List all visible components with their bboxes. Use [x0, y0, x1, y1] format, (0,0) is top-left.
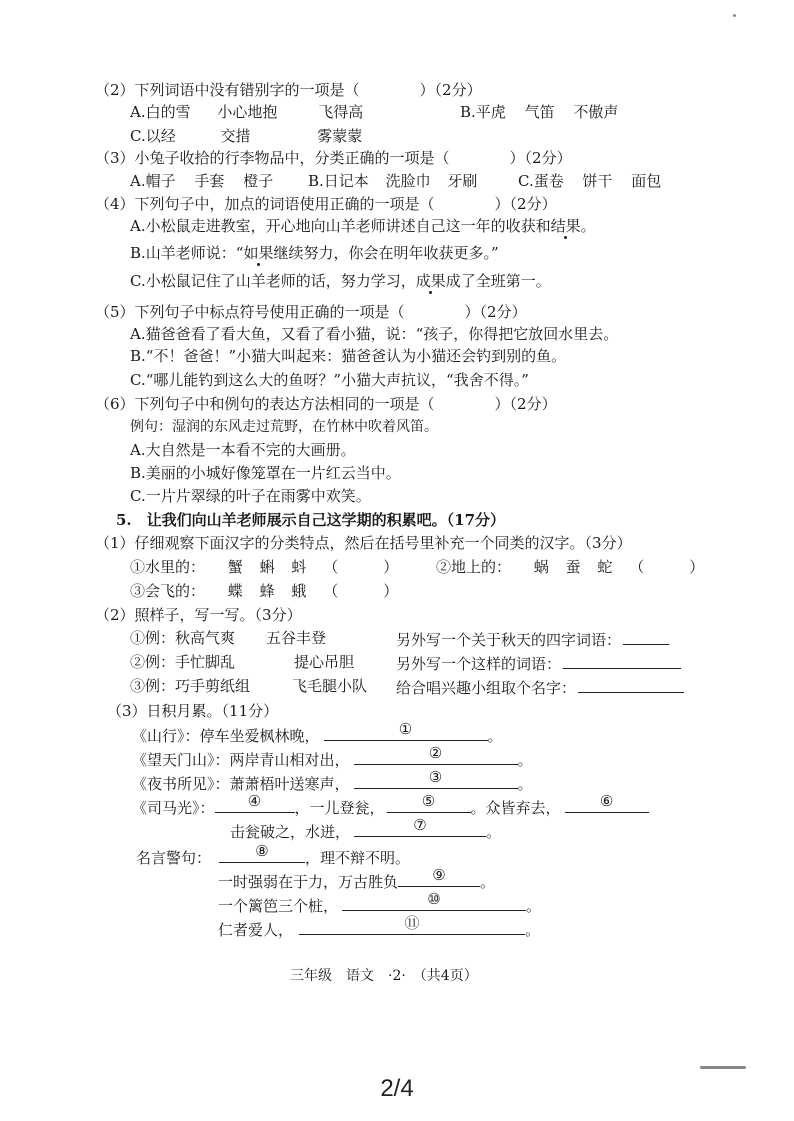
s5-p2-stem: （2）照样子，写一写。（3分） [95, 606, 302, 624]
recite-6-end: ，理不辩不明。 [305, 849, 411, 867]
recite-4-label: 《司马光》： [132, 799, 215, 817]
q3-c-word2: 饼干 [582, 172, 613, 190]
recite-5-text: 击瓮破之，水迸， [230, 823, 351, 841]
fly-char1: 蝶 [227, 582, 243, 600]
q2-b-word1: B.平虎 [460, 103, 506, 121]
q4-stem: （4）下列句子中，加点的词语使用正确的一项是（ ）（2分） [95, 195, 557, 213]
recite-3-period: 。 [517, 775, 533, 793]
recite-1-period: 。 [487, 727, 503, 745]
q2-c-word1: C.以经 [130, 127, 176, 145]
land-answer-blank[interactable]: （ ） [629, 558, 705, 576]
land-label: ②地上的： [436, 558, 512, 576]
blank-9-number: ⑨ [432, 866, 446, 884]
blank-3-number: ③ [428, 768, 443, 786]
q4-option-c [130, 271, 551, 291]
recite-3-text: 《夜书所见》：萧萧梧叶送寒声， [132, 775, 350, 793]
blank-10-number: ⑩ [427, 890, 441, 908]
q4-c-end: 成了全班第一。 [445, 272, 551, 290]
blank-2[interactable] [354, 744, 518, 765]
q4-b-end: 继续努力，你会在明年收获更多。” [273, 244, 499, 262]
q2-b-word2: 气笛 [524, 103, 555, 121]
s5-p1-land-row [436, 557, 704, 577]
recite-4-end: 。众皆弃去， [470, 799, 561, 817]
blank-5-number: ⑤ [421, 792, 436, 810]
s5-p2-row3-given: 飞毛腿小队 [292, 677, 368, 695]
s5-p2-row3-prompt [396, 676, 684, 698]
s5-p2-row2-example: ②例：手忙脚乱 [130, 653, 236, 671]
q6-option-a: A.大自然是一本看不完的大画册。 [130, 441, 356, 459]
q5-option-c: C.“哪儿能钓到这么大的鱼呀？”小猫大声抗议，“我舍不得。” [130, 371, 529, 389]
q3-option-b [308, 171, 477, 191]
blank-6-number: ⑥ [599, 792, 614, 810]
blank-7[interactable] [354, 816, 486, 837]
q4-a-dotted-word: 结果 [550, 217, 581, 235]
q4-a-text: A.小松鼠走进教室，开心地向山羊老师讲述自己这一年的收获和 [130, 217, 551, 235]
q4-c-dotted-word: 成果 [415, 272, 446, 290]
blank-2-number: ② [428, 744, 443, 762]
recite-5-period: 。 [486, 823, 502, 841]
recite-line-5 [230, 816, 502, 842]
recite-2-text: 《望天门山》：两岸青山相对出， [132, 751, 350, 769]
blank-4-number: ④ [247, 792, 262, 810]
q6-example: 例句：湿润的东风走过荒野，在竹林中吹着风笛。 [130, 419, 438, 435]
blank-10[interactable] [342, 890, 526, 911]
s5-p2-row2-given: 提心吊胆 [294, 653, 355, 671]
water-char1: 蟹 [227, 558, 243, 576]
s5-p1-stem: （1）仔细观察下面汉字的分类特点，然后在括号里补充一个同类的汉字。（3分） [95, 534, 632, 552]
land-char3: 蛇 [597, 558, 613, 576]
q5-option-b: B.“不！爸爸！”小猫大叫起来：猫爸爸认为小猫还会钓到别的鱼。 [130, 347, 567, 365]
q3-a-word3: 橙子 [243, 172, 274, 190]
q2-stem: （2）下列词语中没有错别字的一项是（ ）（2分） [95, 81, 482, 99]
q2-option-b [460, 102, 618, 122]
recite-7-period: 。 [480, 873, 496, 891]
blank-8[interactable] [219, 842, 305, 863]
recite-8-text: 一个篱笆三个桩， [218, 897, 339, 915]
page-footer: 三年级 语文 ·2· （共4页） [290, 968, 478, 984]
s5-p1-water-row [130, 557, 398, 577]
blank-6[interactable] [565, 792, 649, 813]
row1-answer-line[interactable] [623, 628, 669, 645]
s5-p2-row1-example: ①例：秋高气爽 [130, 629, 236, 647]
fly-char2: 蜂 [259, 582, 275, 600]
blank-1[interactable] [324, 720, 488, 741]
water-label: ①水里的： [130, 558, 206, 576]
q3-b-word1: B.日记本 [308, 172, 369, 190]
q3-option-c [518, 171, 661, 191]
q4-c-text: C.小松鼠记住了山羊老师的话，努力学习， [130, 272, 416, 290]
fly-label: ③会飞的： [130, 582, 206, 600]
land-char2: 蚕 [565, 558, 581, 576]
q3-c-word3: 面包 [631, 172, 662, 190]
q2-a-word1: A.白的雪 [130, 103, 191, 121]
s5-p2-row1-given: 五谷丰登 [266, 629, 327, 647]
q6-option-c: C.一片片翠绿的叶子在雨雾中欢笑。 [130, 487, 371, 505]
row3-prompt-text: 给合唱兴趣小组取个名字： [396, 679, 577, 697]
q2-option-c [130, 126, 362, 146]
page-indicator: 2/4 [380, 1075, 414, 1102]
scan-smudge [700, 1066, 746, 1069]
q3-c-word1: C.蛋卷 [518, 172, 564, 190]
recite-2-period: 。 [517, 751, 533, 769]
recite-9-period: 。 [525, 921, 541, 939]
q3-b-word2: 洗脸巾 [385, 172, 431, 190]
row3-answer-line[interactable] [578, 676, 684, 693]
q2-a-word3: 飞得高 [318, 103, 364, 121]
s5-p2-row3-example: ③例：巧手剪纸组 [130, 677, 251, 695]
s5-p3-stem: （3）日积月累。（11分） [107, 702, 279, 720]
blank-4[interactable] [215, 792, 295, 813]
blank-11[interactable] [299, 914, 525, 935]
q2-c-word3: 雾蒙蒙 [317, 127, 363, 145]
q5-stem: （5）下列句子中标点符号使用正确的一项是（ ）（2分） [95, 303, 527, 321]
q3-b-word3: 牙刷 [447, 172, 478, 190]
q4-b-text: B.山羊老师说：“ [130, 244, 244, 262]
recite-line-6 [136, 842, 411, 868]
q3-a-word1: A.帽子 [130, 172, 176, 190]
blank-7-number: ⑦ [413, 816, 427, 834]
recite-1-text: 《山行》：停车坐爱枫林晚， [132, 727, 320, 745]
recite-line-9 [218, 914, 541, 940]
q2-option-a [130, 102, 363, 122]
q4-a-end: 。 [580, 217, 596, 235]
scan-speck [733, 14, 736, 17]
s5-p2-row2-prompt [396, 652, 681, 674]
row2-prompt-text: 另外写一个这样的词语： [396, 655, 562, 673]
fly-char3: 蛾 [291, 582, 307, 600]
water-answer-blank[interactable]: （ ） [323, 558, 399, 576]
recite-4-mid: ，一儿登瓮， [294, 799, 385, 817]
water-char2: 蝌 [259, 558, 275, 576]
row1-prompt-text: 另外写一个关于秋天的四字词语： [396, 631, 622, 649]
recite-line-3 [132, 768, 533, 794]
water-char3: 蚪 [291, 558, 307, 576]
q4-b-dotted-word: 如果 [243, 244, 274, 262]
blank-5[interactable] [387, 792, 471, 813]
recite-9-text: 仁者爱人， [218, 921, 294, 939]
recite-8-period: 。 [526, 897, 542, 915]
q6-option-b: B.美丽的小城好像笼罩在一片红云当中。 [130, 464, 401, 482]
proverb-label: 名言警句： [136, 849, 212, 867]
q2-b-word3: 不傲声 [573, 103, 619, 121]
recite-7-text: 一时强弱在于力，万古胜负 [218, 873, 399, 891]
blank-9[interactable] [398, 866, 480, 887]
q3-stem: （3）小兔子收拾的行李物品中，分类正确的一项是（ ）（2分） [95, 149, 572, 167]
q4-option-b [130, 243, 499, 263]
row2-answer-line[interactable] [563, 652, 681, 669]
q3-option-a [130, 171, 273, 191]
q5-option-a: A.猫爸爸看了看大鱼，又看了看小猫，说：“孩子，你得把它放回水里去。 [130, 325, 619, 343]
fly-answer-blank[interactable]: （ ） [323, 582, 399, 600]
s5-p1-fly-row [130, 581, 398, 601]
blank-8-number: ⑧ [255, 842, 269, 860]
blank-1-number: ① [398, 720, 413, 738]
section5-title: 5. 让我们向山羊老师展示自己这学期的积累吧。（17分） [116, 511, 506, 529]
land-char1: 蜗 [533, 558, 549, 576]
q6-stem: （6）下列句子中和例句的表达方法相同的一项是（ ）（2分） [95, 395, 557, 413]
s5-p2-row1-prompt [396, 628, 669, 650]
blank-11-number: ⑪ [404, 914, 420, 932]
q2-a-word2: 小心地抱 [217, 103, 278, 121]
q2-c-word2: 交措 [220, 127, 251, 145]
q4-option-a [130, 216, 596, 236]
blank-3[interactable] [354, 768, 518, 789]
q3-a-word2: 手套 [194, 172, 225, 190]
